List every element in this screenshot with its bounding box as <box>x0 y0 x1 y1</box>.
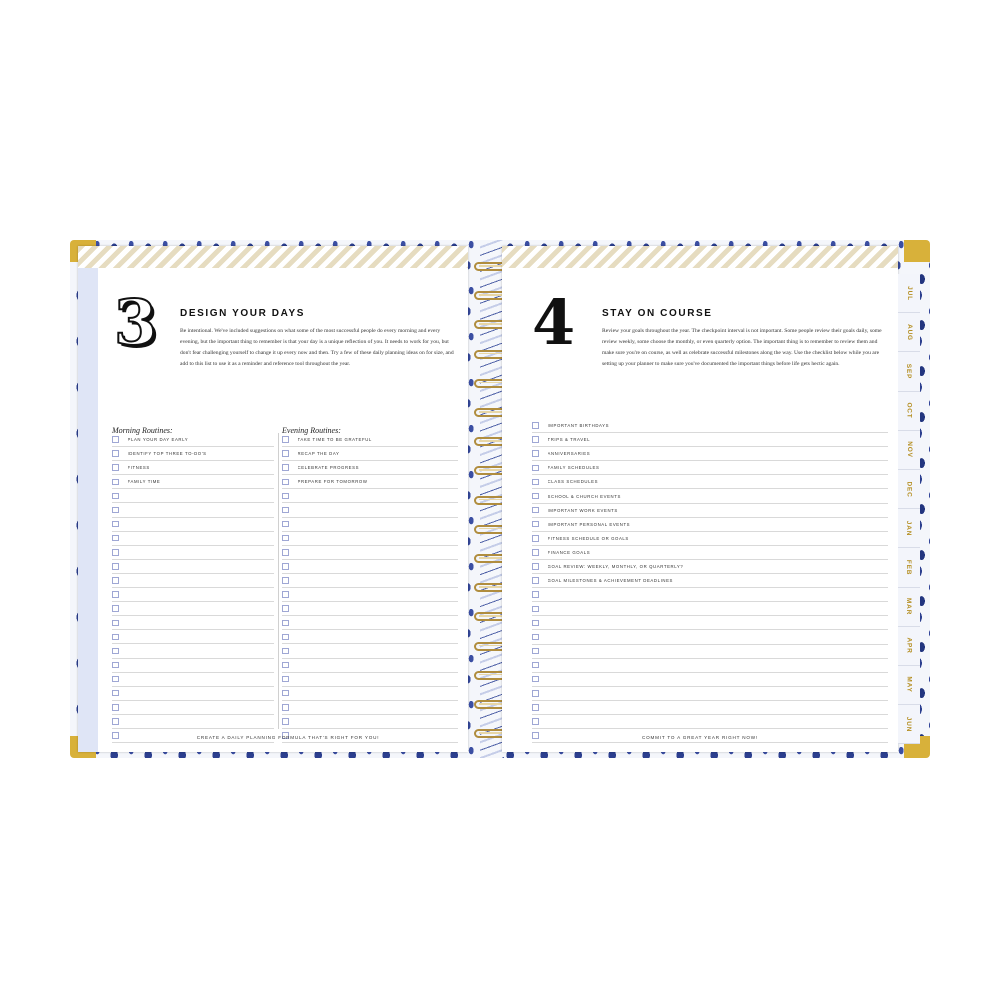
checkbox[interactable] <box>112 676 119 683</box>
checkbox[interactable] <box>532 549 539 556</box>
checklist-item-label: ANNIVERSARIES <box>547 451 591 457</box>
tab-nov[interactable] <box>898 431 920 470</box>
checkbox[interactable] <box>282 662 289 669</box>
checkbox[interactable] <box>282 436 289 443</box>
checklist-item-label: TAKE TIME TO BE GRATEFUL <box>297 437 372 443</box>
checkbox[interactable] <box>112 718 119 725</box>
checkbox[interactable] <box>282 620 289 627</box>
left-page-intro: Be intentional. We've included suggestions on what some of the most successful people do every morning and every evening, but the important thing to remember is that your day is a unique reflection of you. It needs to work for you, but don't fear challenging yourself to change it up every now and then. Try a few of these daily planning ideas on for size, and add to this list to use it as a reminder and reference tool throughout the year. <box>180 328 454 367</box>
month-tabs <box>898 274 920 744</box>
checkbox[interactable] <box>532 648 539 655</box>
checklist-row <box>532 504 888 518</box>
checklist-row <box>532 616 888 630</box>
checkbox[interactable] <box>282 479 289 486</box>
checkbox[interactable] <box>282 563 289 570</box>
left-page-heading: DESIGN YOUR DAYS <box>180 308 306 319</box>
checklist-item-label: RECAP THE DAY <box>297 451 340 457</box>
checkbox[interactable] <box>282 507 289 514</box>
checkbox[interactable] <box>112 605 119 612</box>
checkbox[interactable] <box>282 450 289 457</box>
checklist-row <box>282 616 458 630</box>
checkbox[interactable] <box>532 436 539 443</box>
checkbox[interactable] <box>282 605 289 612</box>
checkbox[interactable] <box>532 422 539 429</box>
checklist-row <box>112 489 274 503</box>
checkbox[interactable] <box>112 521 119 528</box>
checklist-row <box>282 673 458 687</box>
checklist-item-label: IMPORTANT WORK EVENTS <box>547 507 618 513</box>
checklist-row <box>532 560 888 574</box>
checkbox[interactable] <box>282 577 289 584</box>
column-divider <box>278 433 279 729</box>
checkbox[interactable] <box>532 662 539 669</box>
checkbox[interactable] <box>532 591 539 598</box>
checklist-item-label: TRIPS & TRAVEL <box>547 437 591 443</box>
evening-checklist <box>282 433 458 743</box>
right-page-number: 4 <box>532 286 576 359</box>
left-page-blue-edge <box>78 268 98 752</box>
checklist-row <box>282 489 458 503</box>
checkbox[interactable] <box>112 464 119 471</box>
checklist-row <box>282 433 458 447</box>
checkbox[interactable] <box>282 704 289 711</box>
checklist-item-label: SCHOOL & CHURCH EVENTS <box>547 493 621 499</box>
right-page-intro: Review your goals throughout the year. The checkpoint interval is not important. Some people review their goals daily, some review weekly, some choose the monthly, or even quarterly option. The important thing is to remember to review them and make sure you're on course, as well as celebrate successful milestones along the way. Use the checklist below while you are setting up your planner to make sure you've documented the important things before life gets hectic again. <box>602 328 882 367</box>
checklist-item-label: PLAN YOUR DAY EARLY <box>127 437 189 443</box>
tab-label: JAN <box>905 520 913 536</box>
checkbox[interactable] <box>112 662 119 669</box>
checklist-item-label: IDENTIFY TOP THREE TO-DO'S <box>127 451 207 457</box>
tab-label: FEB <box>905 559 913 576</box>
checkbox[interactable] <box>112 591 119 598</box>
checkbox[interactable] <box>532 535 539 542</box>
checklist-row <box>112 602 274 616</box>
checkbox[interactable] <box>532 620 539 627</box>
checklist-row <box>532 532 888 546</box>
checklist-row <box>112 433 274 447</box>
tab-label: SEP <box>905 363 913 380</box>
checkbox[interactable] <box>532 676 539 683</box>
checkbox[interactable] <box>112 493 119 500</box>
checkbox[interactable] <box>282 676 289 683</box>
checklist-row <box>112 475 274 489</box>
tab-label: NOV <box>905 441 913 459</box>
checklist-row <box>282 560 458 574</box>
checkbox[interactable] <box>282 535 289 542</box>
checklist-row <box>112 560 274 574</box>
morning-routines-title: Morning Routines: <box>112 426 173 435</box>
checkbox[interactable] <box>282 690 289 697</box>
checklist-item-label: FITNESS <box>127 465 150 471</box>
checklist-row <box>112 574 274 588</box>
checkbox[interactable] <box>532 493 539 500</box>
tab-dec[interactable] <box>898 470 920 509</box>
checklist-row <box>532 687 888 701</box>
checklist-row <box>532 715 888 729</box>
checklist-row <box>532 602 888 616</box>
right-page-footer: COMMIT TO A GREAT YEAR RIGHT NOW! <box>642 735 758 740</box>
evening-routines-title: Evening Routines: <box>282 426 341 435</box>
checklist-row <box>282 644 458 658</box>
morning-checklist <box>112 433 274 743</box>
checkbox[interactable] <box>112 577 119 584</box>
tab-label: JUL <box>905 285 913 301</box>
checkbox[interactable] <box>532 465 539 472</box>
checklist-row <box>112 715 274 729</box>
checkbox[interactable] <box>282 493 289 500</box>
checkbox[interactable] <box>112 479 119 486</box>
checklist-item-label: GOAL REVIEW: WEEKLY, MONTHLY, OR QUARTERLY? <box>547 563 684 569</box>
tab-jul[interactable] <box>898 274 920 313</box>
checklist-row <box>282 532 458 546</box>
checklist-row <box>112 588 274 602</box>
left-page-number: 3 <box>114 286 158 359</box>
left-page-stripe-band <box>78 246 468 268</box>
checklist-item-label: FAMILY TIME <box>127 479 161 485</box>
checklist-item-label: FAMILY SCHEDULES <box>547 465 600 471</box>
tab-label: JUN <box>905 716 913 732</box>
tab-jan[interactable] <box>898 509 920 548</box>
checklist-row <box>282 447 458 461</box>
checklist-row <box>112 461 274 475</box>
checklist-row <box>112 701 274 715</box>
checkbox[interactable] <box>112 549 119 556</box>
tab-feb[interactable] <box>898 548 920 587</box>
tab-label: OCT <box>905 402 913 419</box>
checkbox[interactable] <box>282 718 289 725</box>
checklist-row <box>532 659 888 673</box>
checklist-row <box>282 602 458 616</box>
left-page <box>78 246 468 752</box>
checkbox[interactable] <box>532 634 539 641</box>
tab-label: DEC <box>905 480 913 498</box>
checkbox[interactable] <box>532 507 539 514</box>
checklist-row <box>112 532 274 546</box>
checkbox[interactable] <box>282 591 289 598</box>
checklist-row <box>112 518 274 532</box>
checklist-row <box>112 630 274 644</box>
checklist-row <box>532 489 888 503</box>
checkbox[interactable] <box>112 507 119 514</box>
checkbox[interactable] <box>282 464 289 471</box>
planner <box>70 240 930 758</box>
checkbox[interactable] <box>532 718 539 725</box>
checkbox[interactable] <box>112 620 119 627</box>
checklist-row <box>282 546 458 560</box>
checklist-row <box>532 475 888 489</box>
checklist-row <box>532 574 888 588</box>
checklist-row <box>532 701 888 715</box>
checklist-item-label: FINANCE GOALS <box>547 549 591 555</box>
checklist-item-label: FITNESS SCHEDULE OR GOALS <box>547 535 629 541</box>
left-page-footer: CREATE A DAILY PLANNING FORMULA THAT'S RIGHT FOR YOU! <box>196 735 380 740</box>
checklist-row <box>282 687 458 701</box>
checkbox[interactable] <box>532 563 539 570</box>
checkbox[interactable] <box>112 634 119 641</box>
checklist-row <box>112 659 274 673</box>
checklist-row <box>282 588 458 602</box>
checklist-row <box>282 630 458 644</box>
checkbox[interactable] <box>282 521 289 528</box>
tab-label: MAY <box>905 676 913 694</box>
tab-label: MAR <box>905 597 913 616</box>
tab-jun[interactable] <box>898 705 920 744</box>
stay-on-course-checklist <box>532 419 888 743</box>
checklist-row <box>282 461 458 475</box>
checklist-item-label: GOAL MILESTONES & ACHIEVEMENT DEADLINES <box>547 578 674 584</box>
checklist-row <box>282 574 458 588</box>
checklist-row <box>282 701 458 715</box>
checklist-row <box>532 673 888 687</box>
checklist-row <box>282 475 458 489</box>
right-page <box>502 246 898 752</box>
tab-apr[interactable] <box>898 627 920 666</box>
checklist-row <box>532 461 888 475</box>
checkbox[interactable] <box>532 450 539 457</box>
tab-label: AUG <box>905 323 913 341</box>
checklist-row <box>112 503 274 517</box>
checkbox[interactable] <box>112 704 119 711</box>
checklist-row <box>282 659 458 673</box>
checkbox[interactable] <box>112 436 119 443</box>
checklist-row <box>112 447 274 461</box>
checklist-item-label: IMPORTANT BIRTHDAYS <box>547 423 610 429</box>
checkbox[interactable] <box>532 606 539 613</box>
checklist-item-label: CLASS SCHEDULES <box>547 479 599 485</box>
tab-label: APR <box>905 637 913 654</box>
checkbox[interactable] <box>532 521 539 528</box>
checklist-row <box>112 687 274 701</box>
checkbox[interactable] <box>112 648 119 655</box>
checklist-item-label: IMPORTANT PERSONAL EVENTS <box>547 521 631 527</box>
checkbox[interactable] <box>282 634 289 641</box>
tab-aug[interactable] <box>898 313 920 352</box>
checklist-item-label: PREPARE FOR TOMORROW <box>297 479 368 485</box>
checkbox[interactable] <box>532 690 539 697</box>
checklist-row <box>112 616 274 630</box>
checkbox[interactable] <box>112 450 119 457</box>
checklist-row <box>532 447 888 461</box>
checklist-row <box>532 419 888 433</box>
checklist-row <box>112 644 274 658</box>
checkbox[interactable] <box>282 648 289 655</box>
checkbox[interactable] <box>112 535 119 542</box>
tab-sep[interactable] <box>898 352 920 391</box>
checklist-row <box>282 518 458 532</box>
checklist-row <box>282 503 458 517</box>
checklist-row <box>532 630 888 644</box>
checklist-row <box>532 546 888 560</box>
tab-oct[interactable] <box>898 392 920 431</box>
right-page-heading: STAY ON COURSE <box>602 308 713 319</box>
checklist-row <box>532 588 888 602</box>
tab-mar[interactable] <box>898 588 920 627</box>
checklist-row <box>532 518 888 532</box>
checkbox[interactable] <box>532 704 539 711</box>
checklist-row <box>532 645 888 659</box>
checkbox[interactable] <box>112 690 119 697</box>
checklist-row <box>112 673 274 687</box>
checklist-row <box>532 433 888 447</box>
checklist-item-label: CELEBRATE PROGRESS <box>297 465 360 471</box>
right-page-stripe-band <box>502 246 898 268</box>
gold-corner-top-right <box>904 240 930 262</box>
checkbox[interactable] <box>532 479 539 486</box>
checklist-row <box>112 546 274 560</box>
checkbox[interactable] <box>282 549 289 556</box>
checklist-row <box>282 715 458 729</box>
checkbox[interactable] <box>532 577 539 584</box>
tab-may[interactable] <box>898 666 920 705</box>
checkbox[interactable] <box>112 563 119 570</box>
